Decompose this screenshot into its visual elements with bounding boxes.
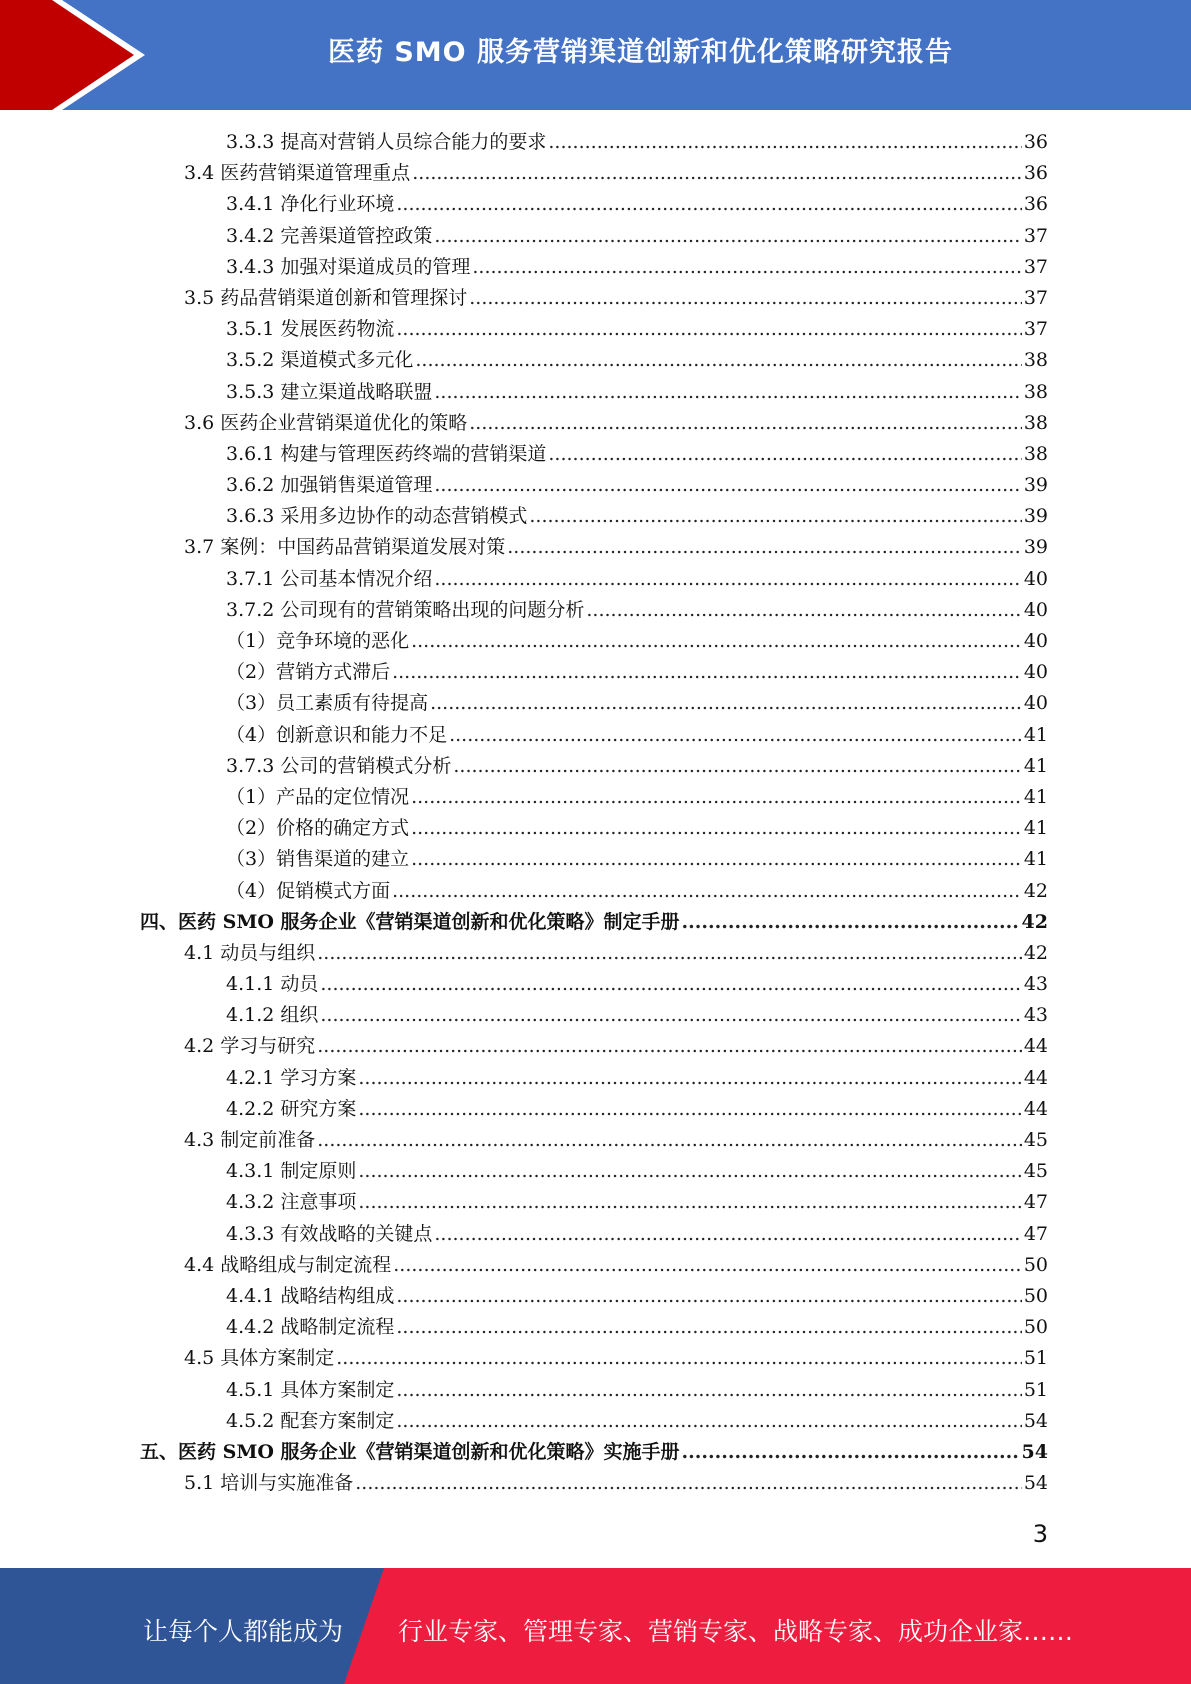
toc-entry[interactable]	[140, 221, 1048, 252]
toc-entry[interactable]	[140, 1187, 1048, 1218]
toc-entry-page: 44	[1023, 1066, 1048, 1089]
toc-entry-title: （3）销售渠道的建立	[226, 848, 410, 871]
toc-leader-dots	[586, 595, 1021, 626]
toc-entry[interactable]	[140, 876, 1048, 907]
toc-entry-page: 54	[1023, 1409, 1048, 1432]
toc-entry-page: 50	[1023, 1316, 1048, 1339]
toc-leader-dots	[358, 1094, 1021, 1125]
toc-entry[interactable]	[140, 252, 1048, 283]
toc-leader-dots	[396, 314, 1021, 345]
toc-entry-page: 47	[1023, 1222, 1048, 1245]
toc-entry[interactable]	[140, 1094, 1048, 1125]
toc-entry-page: 39	[1023, 505, 1048, 528]
toc-entry[interactable]	[140, 782, 1048, 813]
toc-leader-dots	[355, 1468, 1022, 1499]
toc-entry-title: 4.2 学习与研究	[184, 1035, 316, 1058]
toc-entry-title: 3.7.2 公司现有的营销策略出现的问题分析	[226, 598, 585, 621]
toc-entry-title: （1）竞争环境的恶化	[226, 630, 410, 652]
toc-entry-page: 44	[1023, 1035, 1048, 1058]
toc-entry[interactable]	[140, 1250, 1048, 1281]
toc-entry-page: 54	[1023, 1472, 1048, 1495]
toc-entry-page: 37	[1023, 255, 1048, 278]
toc-entry-page: 40	[1023, 692, 1048, 715]
toc-entry[interactable]	[140, 751, 1048, 782]
toc-entry-title: 3.5.1 发展医药物流	[226, 318, 395, 341]
toc-entry-page: 54	[1021, 1440, 1048, 1463]
toc-entry-page: 41	[1023, 754, 1048, 777]
toc-entry-page: 36	[1023, 162, 1048, 185]
toc-leader-dots	[336, 1343, 1022, 1374]
toc-leader-dots	[529, 501, 1021, 532]
toc-entry-title: （4）创新意识和能力不足	[226, 723, 448, 746]
toc-leader-dots	[434, 1219, 1021, 1250]
toc-entry-page: 42	[1023, 941, 1048, 964]
toc-entry-title: 4.4.2 战略制定流程	[226, 1316, 395, 1339]
toc-entry-page: 50	[1023, 1284, 1048, 1307]
toc-entry[interactable]	[140, 844, 1048, 875]
toc-entry-title: 3.4.2 完善渠道管控政策	[226, 224, 433, 247]
toc-entry-title: 3.7.1 公司基本情况介绍	[226, 567, 433, 590]
toc-entry-page: 38	[1023, 349, 1048, 372]
toc-entry-title: 四、医药 SMO 服务企业《营销渠道创新和优化策略》制定手册	[140, 910, 680, 933]
toc-leader-dots	[320, 1000, 1021, 1031]
toc-leader-dots	[430, 688, 1022, 719]
toc-entry[interactable]	[140, 189, 1048, 220]
page-header	[0, 0, 1191, 110]
toc-entry-title: 4.3 制定前准备	[184, 1129, 316, 1151]
toc-leader-dots	[358, 1063, 1021, 1094]
toc-entry-page: 37	[1023, 286, 1048, 309]
toc-entry-title: 4.1 动员与组织	[184, 941, 316, 964]
toc-entry-page: 39	[1023, 536, 1048, 559]
toc-leader-dots	[396, 1281, 1021, 1312]
toc-entry-title: 3.6 医药企业营销渠道优化的策略	[184, 411, 468, 434]
toc-entry[interactable]	[140, 1375, 1048, 1406]
toc-entry[interactable]	[140, 314, 1048, 345]
toc-entry-page: 45	[1023, 1129, 1048, 1151]
toc-entry-title: 3.5.3 建立渠道战略联盟	[226, 380, 433, 403]
toc-entry-page: 41	[1023, 785, 1048, 808]
toc-entry-title: 3.6.1 构建与管理医药终端的营销渠道	[226, 442, 547, 465]
toc-entry-title: （4）促销模式方面	[226, 879, 391, 902]
toc-entry-page: 47	[1023, 1191, 1048, 1214]
toc-leader-dots	[507, 532, 1022, 563]
toc-entry-title: 3.6.2 加强销售渠道管理	[226, 474, 433, 497]
toc-entry-title: 3.5 药品营销渠道创新和管理探讨	[184, 286, 468, 309]
toc-leader-dots	[434, 564, 1021, 595]
toc-entry-title: 4.5.2 配套方案制定	[226, 1409, 395, 1432]
toc-leader-dots	[320, 969, 1021, 1000]
toc-leader-dots	[682, 907, 1020, 938]
toc-entry-title: 4.1.1 动员	[226, 973, 319, 996]
toc-leader-dots	[411, 782, 1022, 813]
toc-leader-dots	[358, 1156, 1021, 1187]
toc-leader-dots	[548, 439, 1021, 470]
toc-entry[interactable]	[140, 1281, 1048, 1312]
toc-leader-dots	[317, 1031, 1022, 1062]
toc-entry[interactable]	[140, 439, 1048, 470]
toc-entry-title: 3.4.1 净化行业环境	[226, 193, 395, 216]
toc-entry[interactable]	[140, 1468, 1048, 1499]
toc-entry-title: 3.4.3 加强对渠道成员的管理	[226, 255, 471, 278]
toc-leader-dots	[434, 221, 1021, 252]
toc-entry-page: 41	[1023, 723, 1048, 746]
toc-entry[interactable]	[140, 1437, 1048, 1468]
toc-entry-title: 五、医药 SMO 服务企业《营销渠道创新和优化策略》实施手册	[140, 1440, 680, 1463]
page-footer	[0, 1568, 1191, 1684]
toc-entry-page: 36	[1023, 193, 1048, 216]
toc-entry[interactable]	[140, 1156, 1048, 1187]
toc-leader-dots	[472, 252, 1021, 283]
toc-entry-page: 38	[1023, 442, 1048, 465]
toc-entry-title: （3）员工素质有待提高	[226, 692, 429, 715]
toc-entry-page: 43	[1023, 973, 1048, 996]
toc-entry-page: 51	[1023, 1347, 1048, 1370]
toc-leader-dots	[392, 876, 1022, 907]
toc-entry[interactable]	[140, 813, 1048, 844]
toc-entry-page: 40	[1023, 567, 1048, 590]
toc-entry-title: 3.4 医药营销渠道管理重点	[184, 162, 411, 185]
toc-entry-title: 4.3.3 有效战略的关键点	[226, 1222, 433, 1245]
toc-entry[interactable]	[140, 501, 1048, 532]
toc-entry-title: 3.7 案例：中国药品营销渠道发展对策	[184, 536, 506, 559]
toc-entry[interactable]	[140, 1000, 1048, 1031]
toc-leader-dots	[434, 377, 1021, 408]
toc-entry-title: 3.5.2 渠道模式多元化	[226, 349, 414, 372]
toc-entry-page: 37	[1023, 224, 1048, 247]
toc-leader-dots	[548, 127, 1021, 158]
footer-slogan-left: 让每个人都能成为	[143, 1617, 344, 1646]
toc-leader-dots	[415, 345, 1021, 376]
toc-entry-page: 38	[1023, 411, 1048, 434]
toc-entry-title: 4.2.1 学习方案	[226, 1066, 357, 1089]
toc-entry[interactable]	[140, 657, 1048, 688]
toc-entry-title: 3.6.3 采用多边协作的动态营销模式	[226, 505, 528, 528]
toc-entry-title: （1）产品的定位情况	[226, 785, 410, 808]
toc-entry-page: 38	[1023, 380, 1048, 403]
toc-leader-dots	[396, 1312, 1021, 1343]
toc-entry[interactable]	[140, 470, 1048, 501]
toc-entry-page: 50	[1023, 1253, 1048, 1276]
toc-entry[interactable]	[140, 1219, 1048, 1250]
toc-entry[interactable]	[140, 564, 1048, 595]
toc-entry-page: 40	[1023, 661, 1048, 684]
toc-entry-title: 4.4 战略组成与制定流程	[184, 1253, 392, 1276]
toc-leader-dots	[469, 283, 1022, 314]
toc-entry-title: 3.3.3 提高对营销人员综合能力的要求	[226, 131, 547, 153]
toc-leader-dots	[392, 657, 1022, 688]
toc-entry[interactable]	[140, 1031, 1048, 1062]
toc-entry-title: 3.7.3 公司的营销模式分析	[226, 754, 452, 777]
document-title: 医药 SMO 服务营销渠道创新和优化策略研究报告	[327, 37, 954, 68]
toc-entry[interactable]	[140, 720, 1048, 751]
toc-entry[interactable]	[140, 1312, 1048, 1343]
toc-entry[interactable]	[140, 907, 1048, 938]
toc-leader-dots	[469, 408, 1022, 439]
toc-leader-dots	[411, 626, 1022, 657]
toc-entry-title: 4.3.2 注意事项	[226, 1191, 357, 1214]
table-of-contents	[140, 127, 1048, 1499]
toc-entry-page: 42	[1021, 910, 1048, 933]
toc-entry[interactable]	[140, 938, 1048, 969]
toc-leader-dots	[317, 938, 1022, 969]
toc-entry[interactable]	[140, 1406, 1048, 1437]
toc-entry-title: 4.5 具体方案制定	[184, 1347, 335, 1370]
toc-leader-dots	[411, 844, 1022, 875]
toc-entry-page: 43	[1023, 1004, 1048, 1027]
toc-leader-dots	[317, 1125, 1022, 1156]
toc-entry[interactable]	[140, 158, 1048, 189]
toc-leader-dots	[411, 813, 1022, 844]
toc-leader-dots	[453, 751, 1021, 782]
toc-entry-page: 36	[1023, 131, 1048, 153]
toc-entry[interactable]	[140, 377, 1048, 408]
toc-entry-page: 37	[1023, 318, 1048, 341]
toc-entry-title: 4.1.2 组织	[226, 1004, 319, 1027]
toc-entry[interactable]	[140, 626, 1048, 657]
toc-entry-title: （2）营销方式滞后	[226, 661, 391, 684]
toc-entry-page: 42	[1023, 879, 1048, 902]
toc-entry-title: （2）价格的确定方式	[226, 817, 410, 840]
toc-entry-page: 51	[1023, 1378, 1048, 1401]
toc-leader-dots	[449, 720, 1022, 751]
toc-entry-page: 41	[1023, 848, 1048, 871]
toc-entry[interactable]	[140, 283, 1048, 314]
toc-entry-page: 39	[1023, 474, 1048, 497]
toc-entry-title: 4.3.1 制定原则	[226, 1160, 357, 1183]
toc-entry-page: 40	[1023, 598, 1048, 621]
toc-entry-title: 4.2.2 研究方案	[226, 1097, 357, 1120]
toc-leader-dots	[682, 1437, 1020, 1468]
toc-leader-dots	[396, 1406, 1021, 1437]
footer-slogan-right: 行业专家、管理专家、营销专家、战略专家、成功企业家……	[398, 1617, 1074, 1646]
toc-entry[interactable]	[140, 969, 1048, 1000]
toc-entry-title: 4.4.1 战略结构组成	[226, 1284, 395, 1307]
toc-entry-page: 40	[1023, 630, 1048, 652]
toc-entry-page: 45	[1023, 1160, 1048, 1183]
toc-leader-dots	[393, 1250, 1022, 1281]
toc-entry[interactable]	[140, 1063, 1048, 1094]
page-number: 3	[1032, 1520, 1048, 1548]
toc-entry[interactable]	[140, 127, 1048, 158]
toc-entry-page: 41	[1023, 817, 1048, 840]
toc-entry[interactable]	[140, 1125, 1048, 1156]
toc-entry[interactable]	[140, 408, 1048, 439]
toc-leader-dots	[358, 1187, 1021, 1218]
toc-leader-dots	[396, 189, 1021, 220]
toc-entry[interactable]	[140, 688, 1048, 719]
toc-entry[interactable]	[140, 595, 1048, 626]
toc-entry-page: 44	[1023, 1097, 1048, 1120]
toc-entry[interactable]	[140, 532, 1048, 563]
toc-entry[interactable]	[140, 345, 1048, 376]
toc-entry[interactable]	[140, 1343, 1048, 1374]
toc-leader-dots	[396, 1375, 1021, 1406]
toc-entry-title: 4.5.1 具体方案制定	[226, 1378, 395, 1401]
toc-entry-title: 5.1 培训与实施准备	[184, 1472, 354, 1495]
toc-leader-dots	[434, 470, 1021, 501]
toc-leader-dots	[412, 158, 1022, 189]
